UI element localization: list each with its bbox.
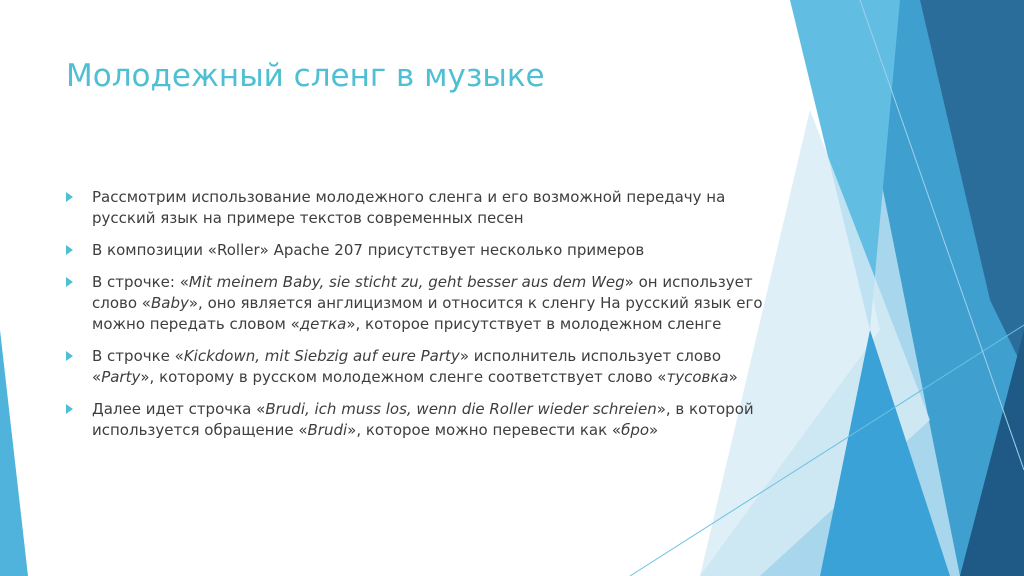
bullet-item — [66, 240, 766, 261]
quote-text: Kickdown, mit Siebzig auf eure Party — [183, 347, 460, 365]
bullet-text: В композиции «Roller» Apache 207 присутствует несколько примеров — [92, 241, 645, 259]
bullet-text-part: », которому в русском молодежном сленге соответствует слово « — [140, 368, 667, 386]
quote-text: Party — [101, 368, 141, 386]
triangle-bullet-icon — [66, 404, 73, 414]
triangle-bullet-icon — [66, 192, 73, 202]
triangle-bullet-icon — [66, 245, 73, 255]
quote-text: Brudi — [307, 421, 348, 439]
bullet-text-part: », которое присутствует в молодежном сленге — [346, 315, 722, 333]
slide-title: Молодежный сленг в музыке — [66, 58, 545, 94]
bullet-item — [66, 346, 766, 388]
quote-text: бро — [621, 421, 650, 439]
bullet-text-part: », оно является англицизмом и относится к сленгу На русский язык его можно передать словом « — [92, 294, 763, 333]
triangle-bullet-icon — [66, 277, 73, 287]
quote-text: детка — [299, 315, 347, 333]
bullet-text-part: » — [649, 421, 659, 439]
bullet-list — [66, 187, 766, 452]
bullet-text-part: » он использует слово « — [92, 273, 753, 312]
bullet-text-part: Далее идет строчка « — [92, 400, 266, 418]
bullet-text-part: В строчке: « — [92, 273, 189, 291]
bullet-item — [66, 187, 766, 229]
quote-text: Baby — [150, 294, 189, 312]
bullet-item — [66, 399, 766, 441]
bullet-text-part: » — [728, 368, 738, 386]
quote-text: Brudi, ich muss los, wenn die Roller wieder schreien — [265, 400, 657, 418]
bullet-text-part: », которое можно перевести как « — [347, 421, 622, 439]
bullet-text-part: », в которой используется обращение « — [92, 400, 754, 439]
bullet-text-part: В строчке « — [92, 347, 184, 365]
quote-text: Mit meinem Baby, sie sticht zu, geht besser aus dem Weg — [188, 273, 625, 291]
bullet-text-part: » исполнитель использует слово « — [92, 347, 722, 386]
quote-text: тусовка — [666, 368, 729, 386]
triangle-bullet-icon — [66, 351, 73, 361]
bullet-item — [66, 272, 766, 335]
bullet-text: Рассмотрим использование молодежного сленга и его возможной передачу на русский язык на примере текстов современных песен — [92, 188, 726, 227]
